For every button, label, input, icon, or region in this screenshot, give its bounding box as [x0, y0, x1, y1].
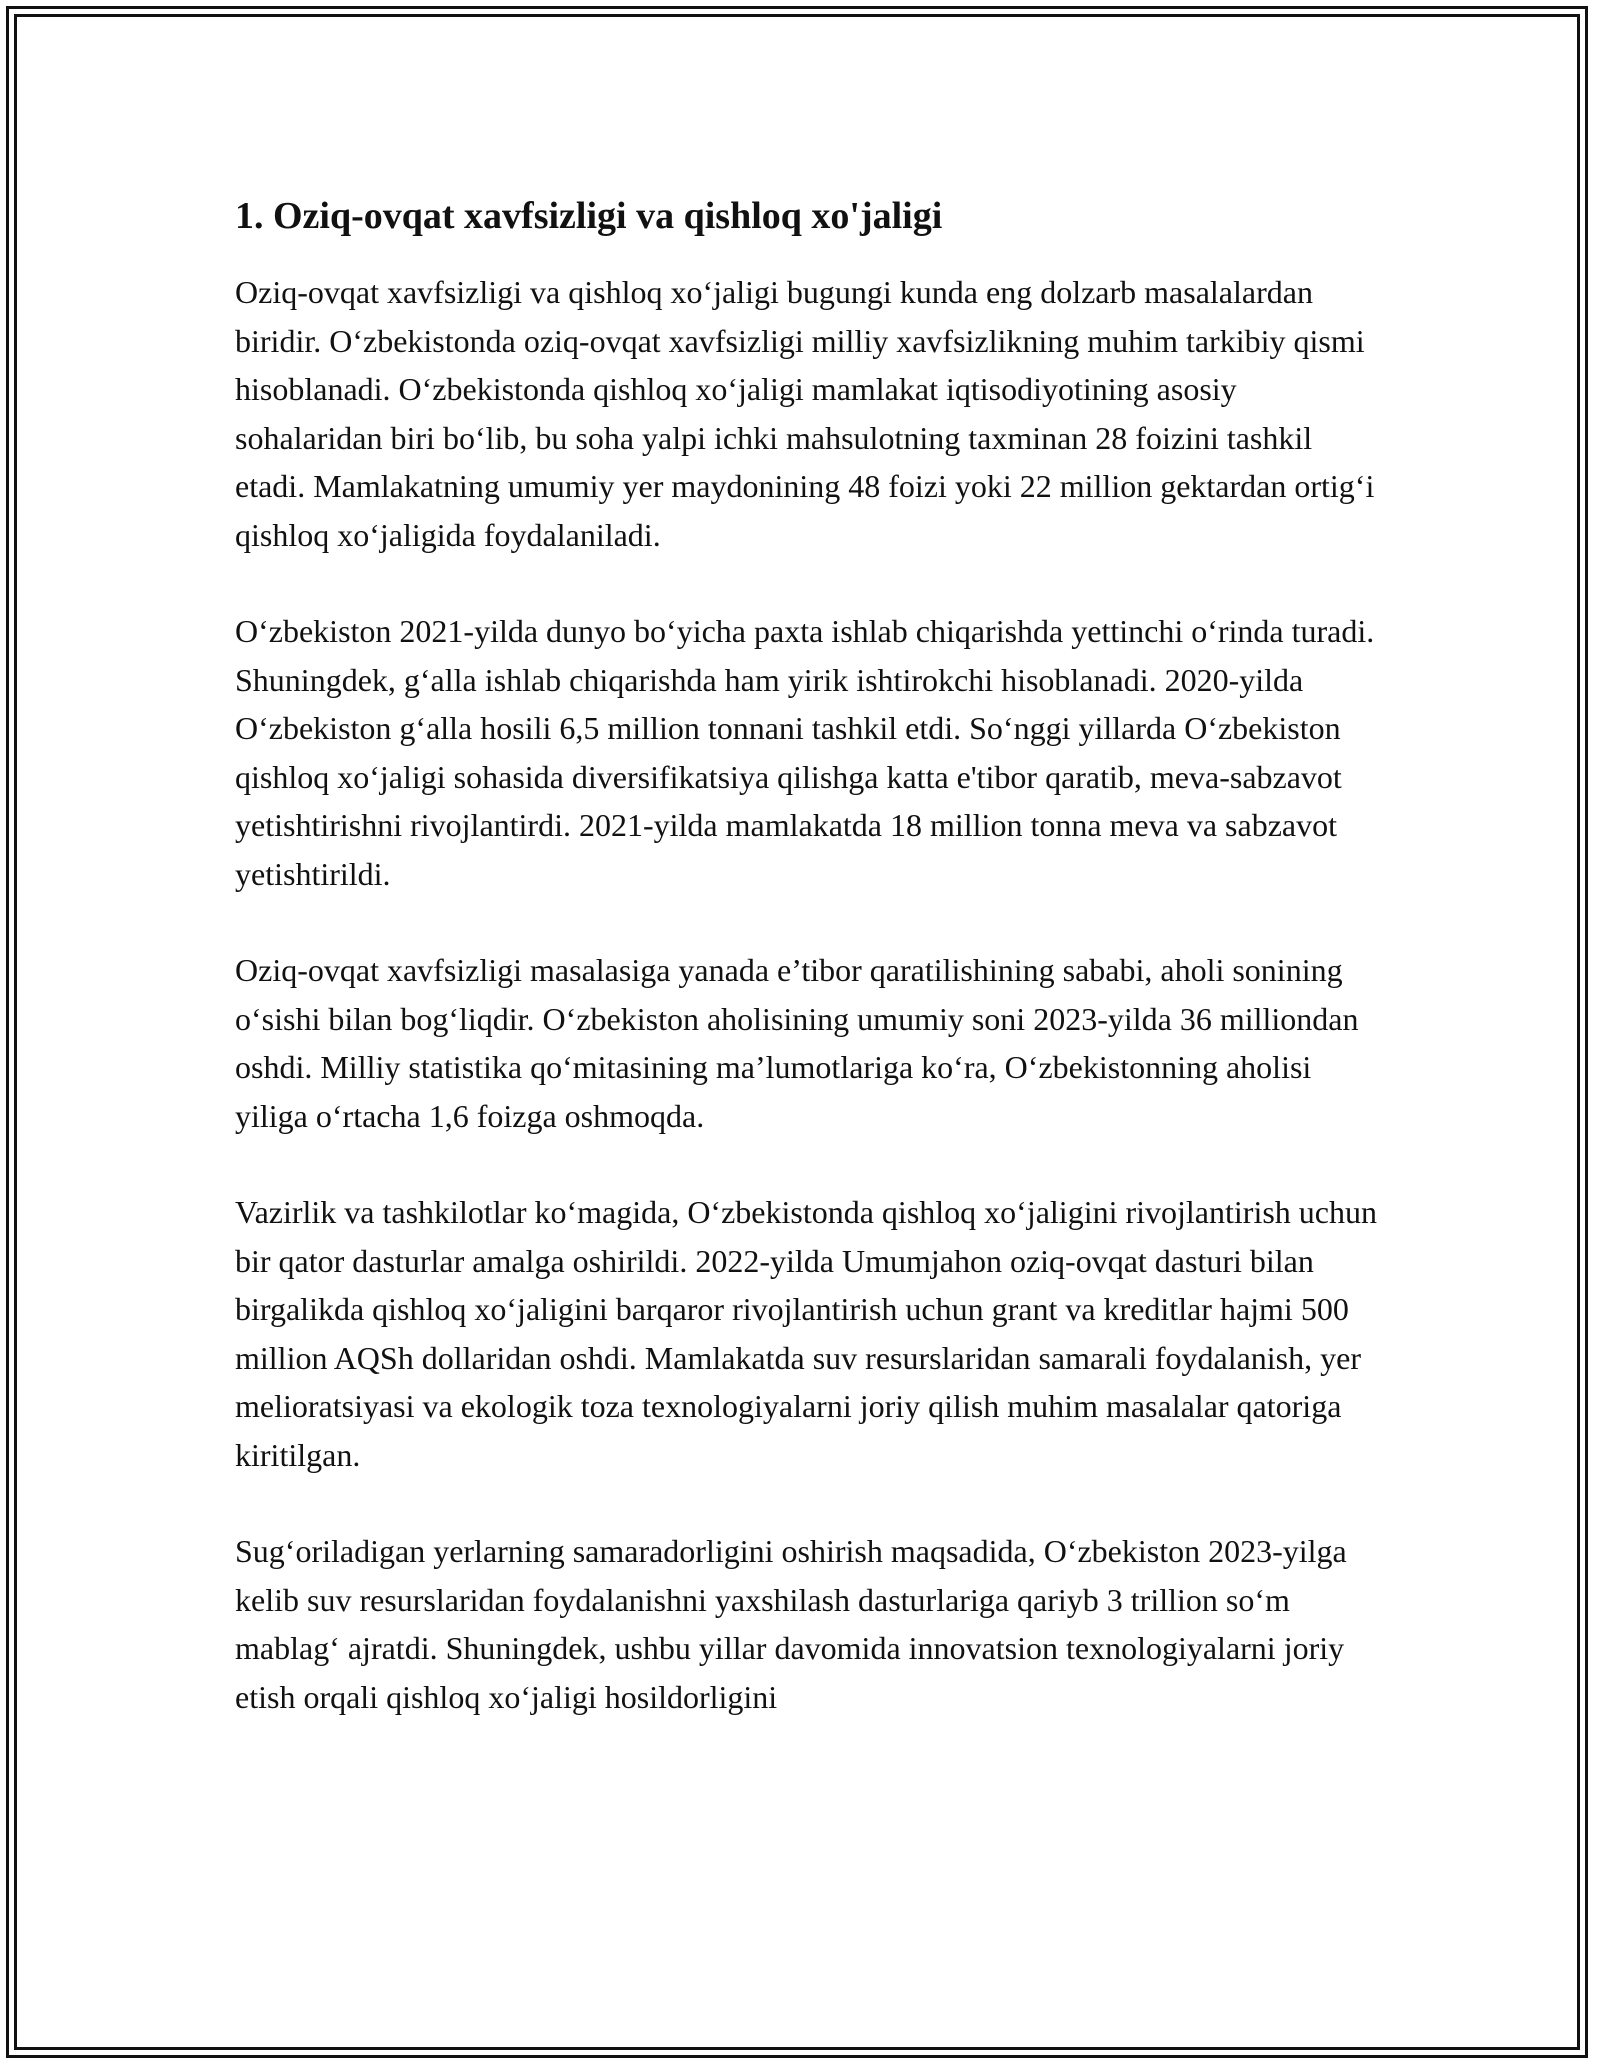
paragraph-5: Sugʻoriladigan yerlarning samaradorligini oshirish maqsadida, Oʻzbekiston 2023-yilga kelib suv resurslaridan foydalanishni yaxshilash dasturlariga qariyb 3 trillion soʻm mablagʻ ajratdi. Shuningdek, ushbu yillar davomida innovatsion texnologiyalarni joriy etish orqali qishloq xoʻjaligi hosildorligini	[235, 1533, 1347, 1715]
section-heading: 1. Oziq-ovqat xavfsizligi va qishloq xo'jaligi	[235, 195, 943, 237]
paragraph-4: Vazirlik va tashkilotlar koʻmagida, Oʻzbekistonda qishloq xoʻjaligini rivojlantirish uchun bir qator dasturlar amalga oshirildi. 2022-yilda Umumjahon oziq-ovqat dasturi bilan birgalikda qishloq xoʻjaligini barqaror rivojlantirish uchun grant va kreditlar hajmi 500 million AQSh dollaridan oshdi. Mamlakatda suv resurslaridan samarali foydalanish, yer melioratsiyasi va ekologik toza texnologiyalarni joriy qilish muhim masalalar qatoriga kiritilgan.	[235, 1194, 1377, 1473]
document-body	[235, 190, 1385, 1769]
paragraph-1: Oziq-ovqat xavfsizligi va qishloq xoʻjaligi bugungi kunda eng dolzarb masalalardan biridir. Oʻzbekistonda oziq-ovqat xavfsizligi milliy xavfsizlikning muhim tarkibiy qismi hisoblanadi. Oʻzbekistonda qishloq xoʻjaligi mamlakat iqtisodiyotining asosiy sohalaridan biri boʻlib, bu soha yalpi ichki mahsulotning taxminan 28 foizini tashkil etadi. Mamlakatning umumiy yer maydonining 48 foizi yoki 22 million gektardan ortigʻi qishloq xoʻjaligida foydalaniladi.	[235, 274, 1375, 553]
paragraph-2: Oʻzbekiston 2021-yilda dunyo boʻyicha paxta ishlab chiqarishda yettinchi oʻrinda turadi. Shuningdek, gʻalla ishlab chiqarishda ham yirik ishtirokchi hisoblanadi. 2020-yilda Oʻzbekiston gʻalla hosili 6,5 million tonnani tashkil etdi. Soʻnggi yillarda Oʻzbekiston qishloq xoʻjaligi sohasida diversifikatsiya qilishga katta e'tibor qaratib, meva-sabzavot yetishtirishni rivojlantirdi. 2021-yilda mamlakatda 18 million tonna meva va sabzavot yetishtirildi.	[235, 613, 1375, 892]
paragraph-3: Oziq-ovqat xavfsizligi masalasiga yanada e’tibor qaratilishining sababi, aholi sonining oʻsishi bilan bogʻliqdir. Oʻzbekiston aholisining umumiy soni 2023-yilda 36 milliondan oshdi. Milliy statistika qoʻmitasining ma’lumotlariga koʻra, Oʻzbekistonning aholisi yiliga oʻrtacha 1,6 foizga oshmoqda.	[235, 952, 1359, 1134]
